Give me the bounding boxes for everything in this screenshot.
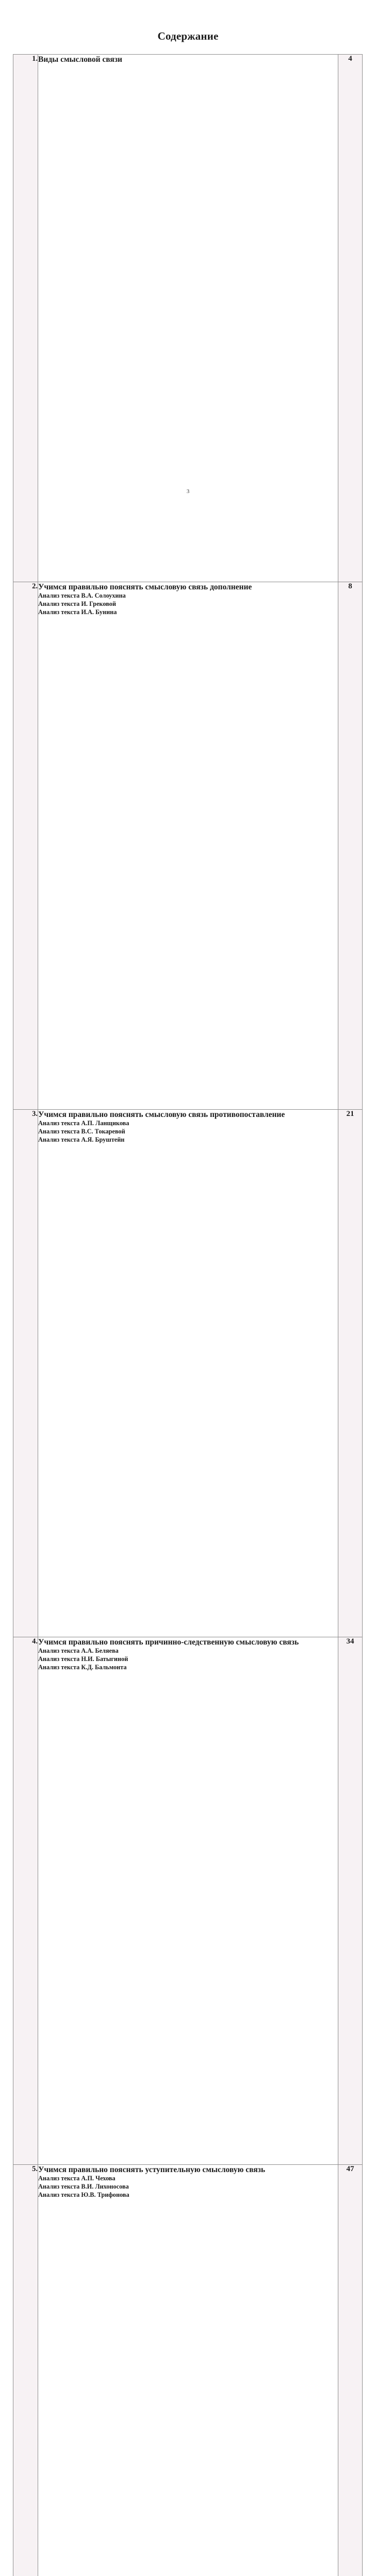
toc-entry-page: 21 [338,1110,363,1637]
toc-subitem-list [38,592,338,617]
toc-entry-page: 4 [338,55,363,582]
list-item: Анализ текста И. Грековой [38,600,338,608]
page-folio-number: 3 [0,488,376,495]
list-item: Анализ текста В.А. Солоухина [38,592,338,600]
list-item: Анализ текста И.А. Бунина [38,608,338,617]
page-title: Содержание [0,0,376,43]
toc-entry-content [38,1110,338,1637]
toc-entry-number: 4. [13,1637,38,2165]
list-item: Анализ текста Ю.В. Трифонова [38,2191,338,2199]
toc-entry-number: 1. [13,55,38,582]
table-row [13,1637,363,2165]
table-of-contents [13,54,362,2576]
table-row [13,582,363,1110]
toc-entry-title: Виды смысловой связи [38,55,338,64]
list-item: Анализ текста Н.И. Батыгиной [38,1655,338,1664]
table-row [13,55,363,582]
list-item: Анализ текста В.И. Лихоносова [38,2183,338,2191]
toc-entry-title: Учимся правильно пояснять причинно-следственную смысловую связь [38,1637,338,1647]
toc-entry-content [38,2165,338,2576]
toc-entry-title: Учимся правильно пояснять уступительную смысловую связь [38,2165,338,2175]
list-item: Анализ текста А.П. Ланщикова [38,1120,338,1128]
toc-subitem-list [38,1647,338,1672]
list-item: Анализ текста В.С. Токаревой [38,1128,338,1136]
toc-entry-number: 5. [13,2165,38,2576]
toc-entry-content [38,582,338,1110]
toc-table-body [13,55,363,2576]
toc-subitem-list [38,1120,338,1144]
list-item: Анализ текста К.Д. Бальмонта [38,1664,338,1672]
toc-entry-content [38,1637,338,2165]
toc-subitem-list [38,2175,338,2199]
toc-entry-title: Учимся правильно пояснять смысловую связь дополнение [38,582,338,592]
table-row [13,2165,363,2576]
table-row [13,1110,363,1637]
toc-entry-content [38,55,338,582]
toc-entry-number: 3. [13,1110,38,1637]
list-item: Анализ текста А.Я. Бруштейн [38,1136,338,1144]
list-item: Анализ текста А.А. Беляева [38,1647,338,1655]
toc-entry-page: 8 [338,582,363,1110]
toc-entry-title: Учимся правильно пояснять смысловую связь противопоставление [38,1110,338,1120]
document-page [0,0,376,528]
toc-entry-number: 2. [13,582,38,1110]
toc-entry-page: 47 [338,2165,363,2576]
toc-table [13,54,363,2576]
toc-entry-page: 34 [338,1637,363,2165]
list-item: Анализ текста А.П. Чехова [38,2175,338,2183]
